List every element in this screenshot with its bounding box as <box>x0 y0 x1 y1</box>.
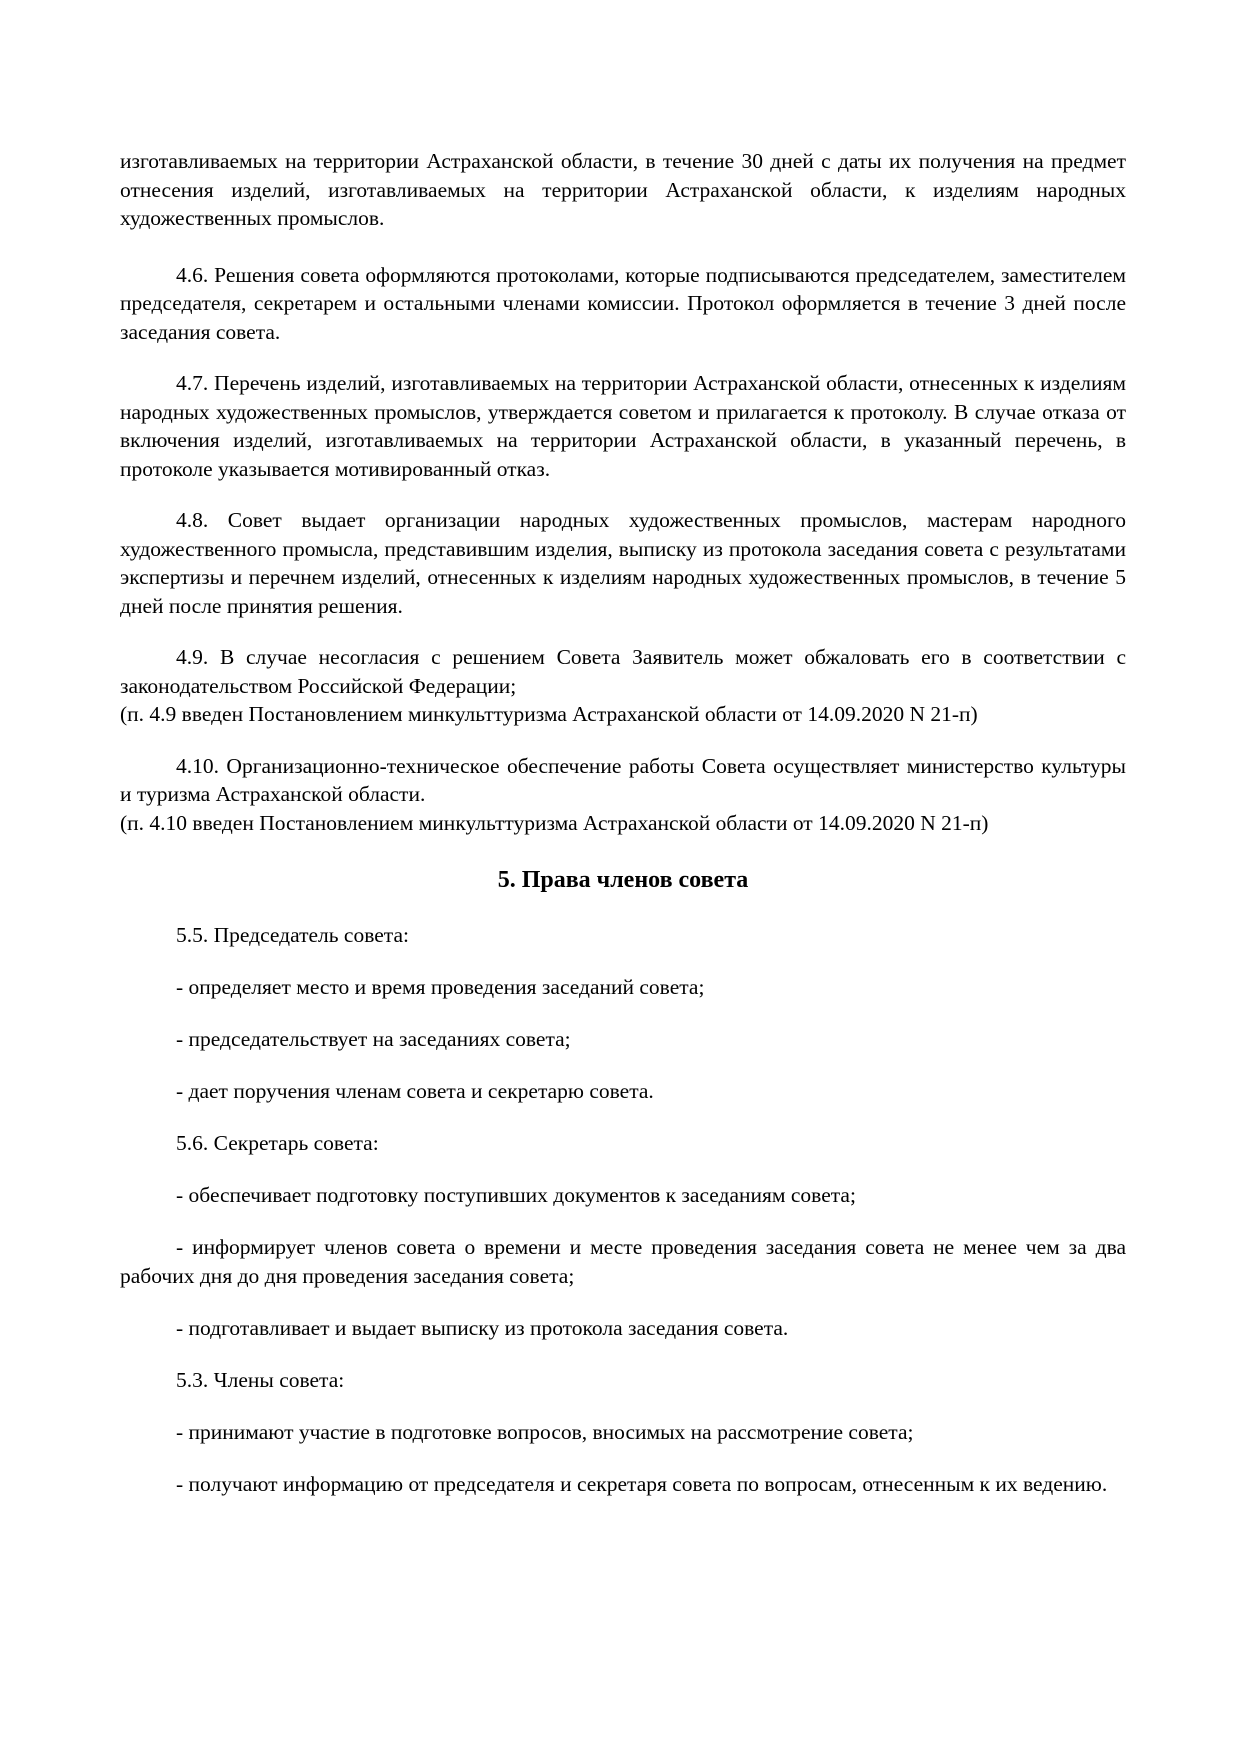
list-item: - принимают участие в подготовке вопросов, вносимых на рассмотрение совета; <box>176 1419 914 1444</box>
list-item: 5.5. Председатель совета: <box>176 923 409 947</box>
paragraph-4-9 <box>120 643 1126 729</box>
section-heading: 5. Права членов совета <box>497 867 749 893</box>
list-item: - дает поручения членам совета и секретарю совета. <box>176 1079 654 1103</box>
list-item: - председательствует на заседаниях совета; <box>176 1027 571 1051</box>
paragraph-4-10-text: 4.10. Организационно-техническое обеспечение работы Совета осуществляет министерство культуры и туризма Астраханской области. <box>120 753 1126 806</box>
paragraph-4-10 <box>120 752 1126 838</box>
paragraph-4-9-text: 4.9. В случае несогласия с решением Совета Заявитель может обжаловать его в соответствии с законодательством Российской Федерации; <box>120 645 1126 698</box>
list-item: - определяет место и время проведения заседаний совета; <box>176 975 705 999</box>
paragraph-4-9-note: (п. 4.9 введен Постановлением минкульттуризма Астраханской области от 14.09.2020 N 21-п) <box>120 702 978 726</box>
list-item: - обеспечивает подготовку поступивших документов к заседаниям совета; <box>176 1183 856 1207</box>
paragraph-4-8: 4.8. Совет выдает организации народных художественных промыслов, мастерам народного художественного промысла, представившим изделия, выписку из протокола заседания совета с результатами экспертизы и перечнем изделий, отнесенных к изделиям народных художественных промыслов, в течение 5 дней после принятия решения. <box>120 508 1126 618</box>
paragraph-4-7: 4.7. Перечень изделий, изготавливаемых на территории Астраханской области, отнесенных к изделиям народных художественных промыслов, утверждается советом и прилагается к протоколу. В случае отказа от включения изделий, изготавливаемых на территории Астраханской области, в указанный перечень, в протоколе указывается мотивированный отказ. <box>120 371 1126 481</box>
list-item: - подготавливает и выдает выписку из протокола заседания совета. <box>176 1315 789 1340</box>
list-item: - получают информацию от председателя и секретаря совета по вопросам, отнесенным к их ведению. <box>176 1471 1108 1496</box>
list-item: 5.3. Члены совета: <box>176 1367 345 1392</box>
list-item: 5.6. Секретарь совета: <box>176 1131 379 1155</box>
list-item: - информирует членов совета о времени и месте проведения заседания совета не менее чем за два рабочих дня до дня проведения заседания совета; <box>120 1235 1126 1288</box>
paragraph-4-6: 4.6. Решения совета оформляются протоколами, которые подписываются председателем, заместителем председателя, секретарем и остальными членами комиссии. Протокол оформляется в течение 3 дней после заседания совета. <box>120 262 1126 344</box>
paragraph-continuation: изготавливаемых на территории Астраханской области, в течение 30 дней с даты их получения на предмет отнесения изделий, изготавливаемых на территории Астраханской области, к изделиям народных художественных промыслов. <box>120 149 1126 230</box>
document-page <box>120 147 1126 1522</box>
paragraph-4-10-note: (п. 4.10 введен Постановлением минкульттуризма Астраханской области от 14.09.2020 N 21-п) <box>120 810 989 835</box>
